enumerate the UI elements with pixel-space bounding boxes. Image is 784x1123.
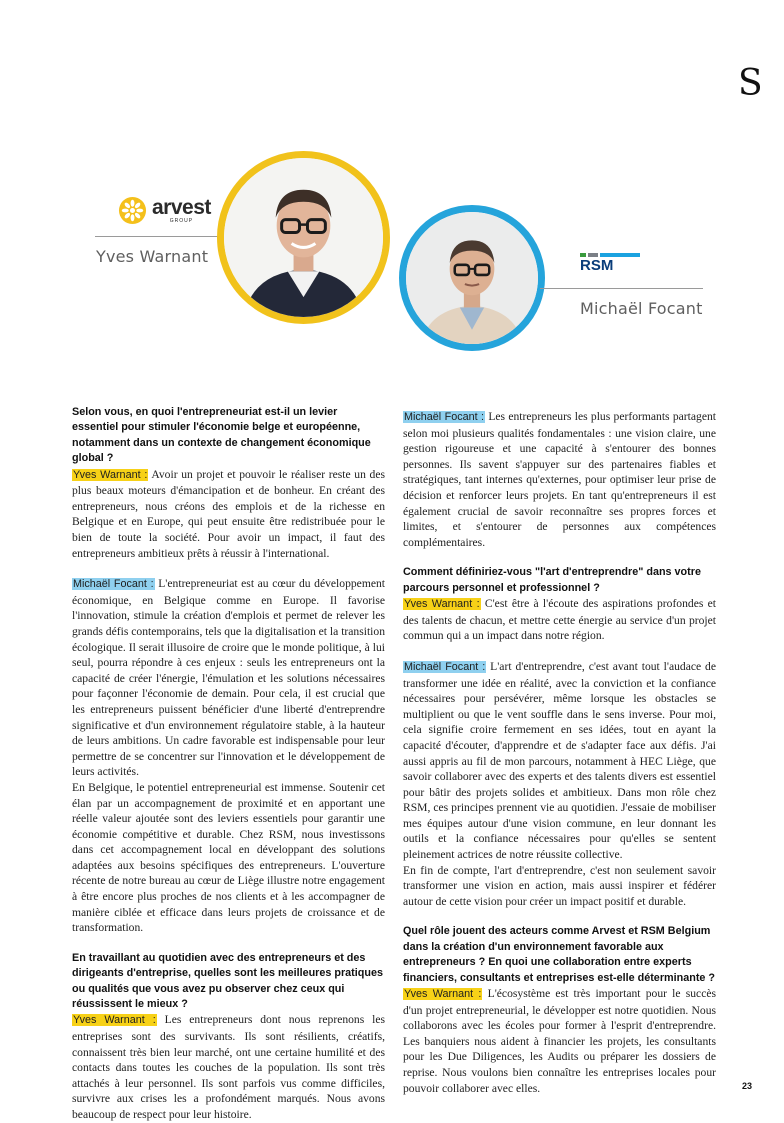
speaker-label-michael: Michaël Focant : — [404, 660, 486, 673]
arvest-logo — [118, 196, 211, 225]
answer-text: Avoir un projet et pouvoir le réaliser reste un des plus beaux moteurs d'émancipation et de bonheur. En créant des entrepreneurs, nous créons des emplois et de la richesse en Belgique et en Europe, qui peut ensuite être redistribuée pour le bien de toute la société. Pour avoir un impact, il faut des entrepreneurs ambitieux prêts à réussir à l'international. — [72, 467, 386, 560]
magazine-section-letter: S — [738, 63, 763, 104]
portrait-michael-focant — [399, 205, 545, 351]
speaker-label-yves: Yves Warnant : — [73, 1014, 156, 1027]
answer-text: L'entrepreneuriat est au cœur du développement économique, en Belgique comme en Europe. Il favorise l'innovation, stimule la création d'emplois et permet de relever les grands défis contemporains, tels que la digitalisation et la transition écologique. Il serait illusoire de croire que le monde politique, à lui seul, pourra répondre à ces enjeux : seuls les entrepreneurs ont la capacité de créer l'énergie, l'émulation et les solutions nécessaires pour façonner l'économie de demain. Pour cela, il est crucial que les entrepreneurs puissent bénéficier d'une liberté d'entreprendre significative et d'un environnement régulatoire stable, à la hauteur de leurs ambitions. Un cadre favorable est indispensable pour leur permettre de se concentrer sur l'innovation et le développement de leurs activités. — [72, 577, 385, 779]
answer-text: C'est être à l'écoute des aspirations profondes et des talents de chacun, et mettre cette énergie au service d'un projet commun qui a un impact dans notre région. — [403, 597, 717, 643]
name-divider-left — [95, 236, 223, 237]
answer-text: L'art d'entreprendre, c'est avant tout l'audace de transformer une idée en réalité, avec la conviction et la confiance nécessaires pour persévérer, même lorsque les obstacles se multiplient ou que le vent souffle dans le sens inverse. Pour moi, cela signifie croire fermement en ses idées, tout en ayant la capacité d'écouter, d'apprendre et de s'adapter face aux défis. J'ai aussi appris au fil de mon parcours, notamment à HEC Liège, que savoir collaborer avec des experts et des talents divers est essentiel pour bâtir des projets solides et ambitieux. Dans mon rôle chez RSM, ces principes prennent vie au quotidien. J'essaie de mobiliser mes équipes autour d'une vision commune, en leur donnant les outils et la confiance nécessaires pour qu'elles se sentent pleinement actrices de notre réussite collective. — [403, 659, 717, 862]
arvest-sun-icon — [118, 196, 147, 225]
rsm-logo — [580, 253, 640, 274]
answer-text: Les entrepreneurs dont nous reprenons les entreprises sont des survivants. Ils sont résilients, créatifs, connaissent très bien leur marché, ont une certaine humilité et des contacts dans toutes les couches de la population. Ils sont très attachés à leur personnel. Ils sont parfois vus comme difficiles, survivre aux crises les a profondément marqués. Nous avons beaucoup de respect pour leur histoire. — [72, 1013, 385, 1122]
arvest-logo-name: arvest — [152, 195, 211, 219]
rsm-logo-name: RSM — [580, 257, 614, 274]
answer-yves-q4 — [403, 986, 716, 1096]
speaker-label-yves: Yves Warnant : — [73, 468, 148, 481]
answer-michael-q3 — [403, 659, 716, 863]
article-column-left — [72, 405, 385, 1123]
name-divider-right — [540, 288, 703, 289]
page-number: 23 — [742, 1081, 753, 1091]
speaker-label-michael: Michaël Focant : — [73, 578, 154, 591]
answer-text: Les entrepreneurs les plus performants partagent selon moi plusieurs qualités fondamentales : une vision claire, une gestion rigoureuse et une capacité à s'entourer des bonnes personnes. Ils savent s'appuyer sur des partenaires fiables et stratégiques, tant internes qu'externes, pour optimiser leur prise de décision et renforcer leurs projets. En tant qu'entrepreneurs il est également crucial de savoir reconnaître ses propres forces et limites, et s'entourer de personnes aux compétences complémentaires. — [403, 410, 716, 549]
question-1: Selon vous, en quoi l'entrepreneuriat est-il un levier essentiel pour stimuler l'économie belge et européenne, notamment dans un contexte de changement économique global ? — [72, 406, 371, 465]
arvest-logo-tagline: GROUP — [169, 217, 194, 224]
person-name-michael: Michaël Focant — [580, 299, 703, 318]
answer-yves-q1 — [72, 467, 385, 562]
answer-yves-q2 — [72, 1012, 385, 1122]
portrait-yves-warnant — [217, 151, 390, 324]
answer-paragraph: En Belgique, le potentiel entrepreneurial est immense. Soutenir cet élan par un accompagnement de proximité et en apportant une réelle valeur ajoutée sont des leviers essentiels pour garantir une économie compétitive et durable. Chez RSM, nous investissons dans cet accompagnement local en développant des solutions adaptées aux besoins spécifiques des entrepreneurs. L'ouverture récente de notre bureau au cœur de Liège illustre notre engagement à être encore plus proches de nos clients et à les accompagner de manière ciblée et efficace dans leurs projets de croissance et de transformation. — [72, 780, 385, 935]
article-column-right — [403, 409, 716, 1096]
speaker-label-michael: Michaël Focant : — [404, 411, 485, 423]
person-name-yves: Yves Warnant — [96, 247, 209, 266]
question-3: Comment définiriez-vous "l'art d'entreprendre" dans votre parcours personnel et professionnel ? — [403, 566, 701, 594]
question-4: Quel rôle jouent des acteurs comme Arvest et RSM Belgium dans la création d'un environnement favorable aux entrepreneurs ? En quoi une collaboration entre experts financiers, consultants et entreprises est-elle déterminante ? — [403, 925, 716, 984]
answer-text: L'écosystème est très important pour le succès d'un projet entrepreneurial, le développer est notre quotidien. Nous collaborons avec les écoles pour former à l'esprit d'entreprendre. Les banquiers nous aident à financier les projets, les consultants pour les Due Diligences, les Audits ou préparer les dossiers de reprise. Nous voulons bien connaître les entreprises locales pour pouvoir collaborer avec elles. — [403, 987, 716, 1095]
speaker-label-yves: Yves Warnant : — [404, 598, 480, 611]
answer-michael-q2 — [403, 409, 716, 550]
answer-yves-q3 — [403, 596, 716, 644]
speaker-label-yves: Yves Warnant : — [404, 988, 482, 1001]
answer-michael-q1 — [72, 576, 385, 780]
question-2: En travaillant au quotidien avec des entrepreneurs et des dirigeants d'entreprise, quelles sont les meilleures pratiques ou qualités que vous avez pu observer chez ceux qui réussissent le mieux ? — [72, 951, 383, 1011]
answer-paragraph: En fin de compte, l'art d'entreprendre, c'est non seulement savoir transformer une vision en action, mais aussi inspirer et fédérer autour de cette vision pour créer un impact positif et durable. — [403, 863, 716, 908]
